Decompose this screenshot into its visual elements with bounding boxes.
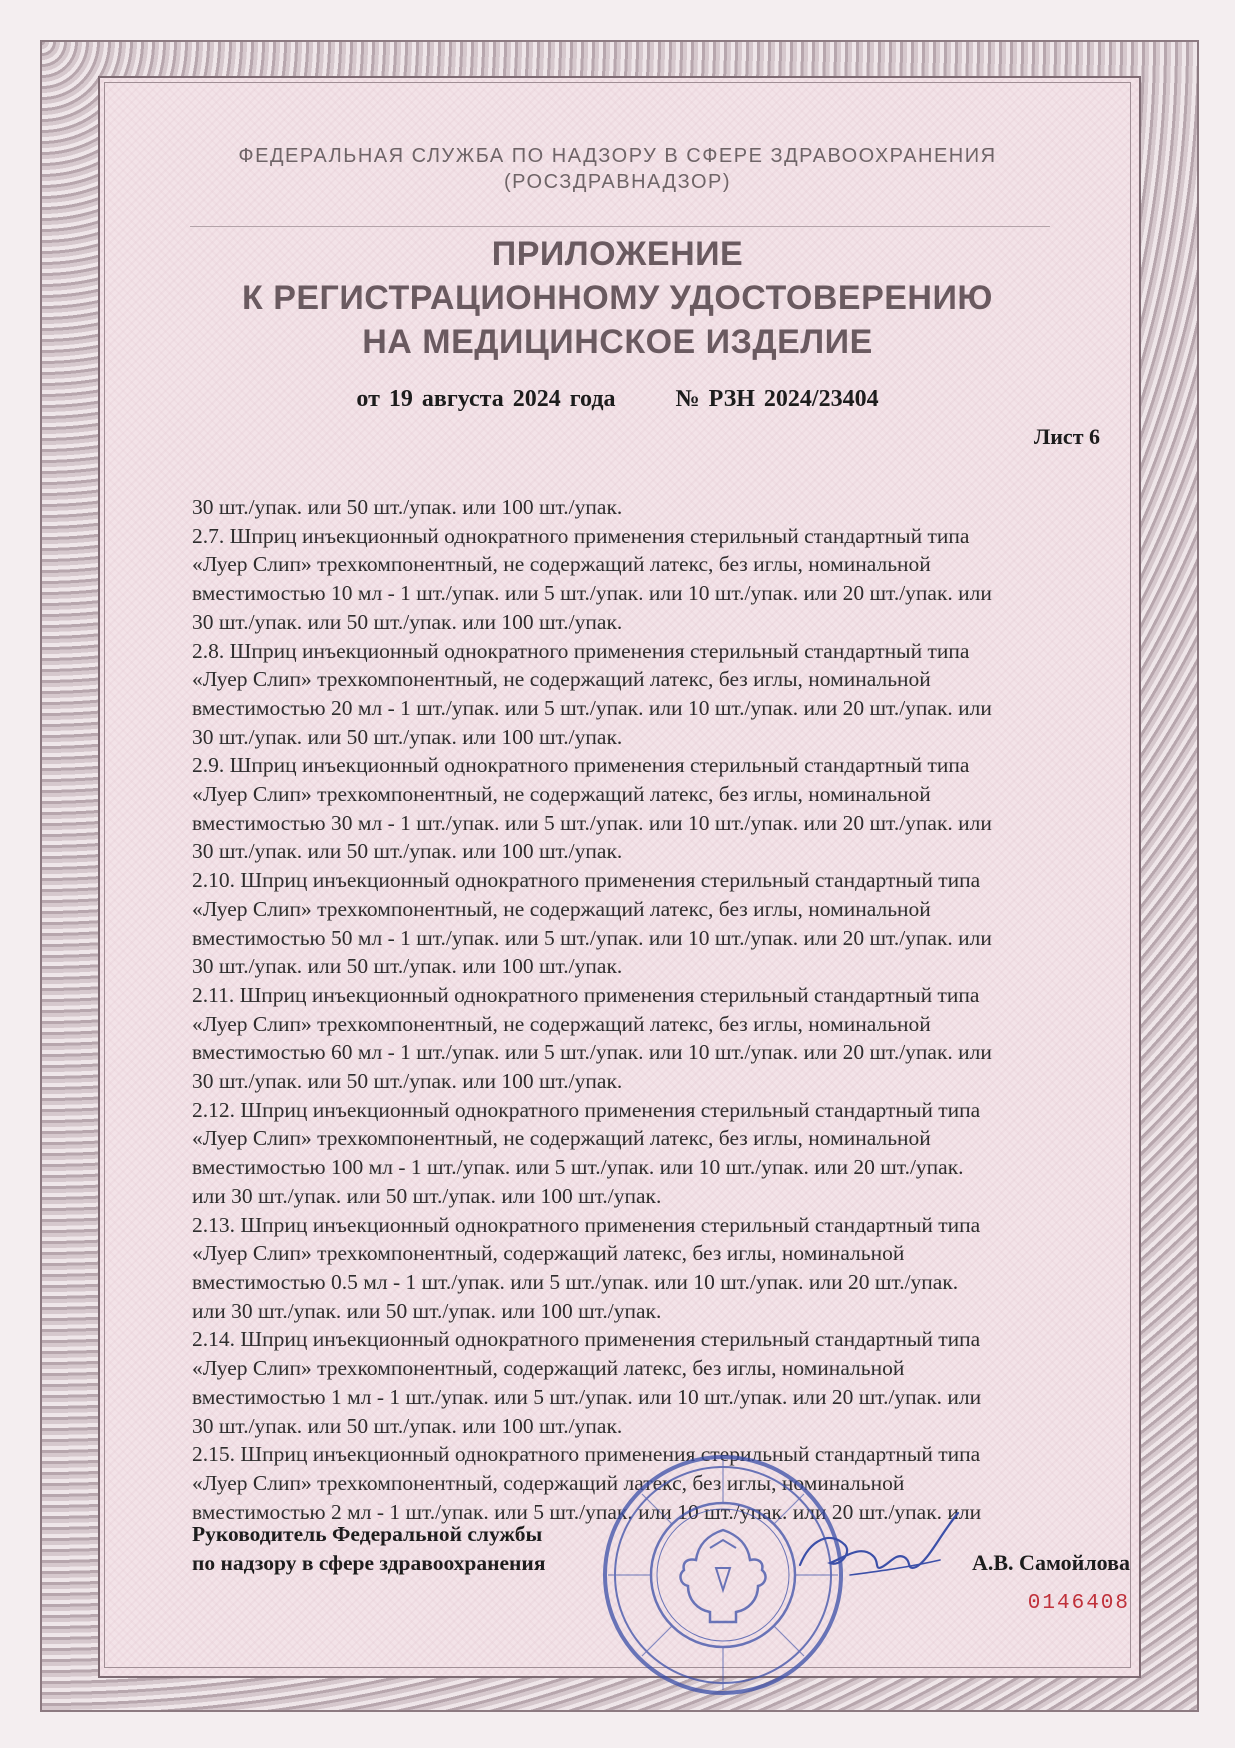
title-line-1: ПРИЛОЖЕНИЕ: [491, 235, 744, 273]
body-line: 30 шт./упак. или 50 шт./упак. или 100 шт./упак.: [192, 724, 623, 749]
body-line: 2.8. Шприц инъекционный однократного применения стерильный стандартный типа: [192, 638, 970, 663]
body-line: «Луер Слип» трехкомпонентный, не содержащий латекс, без иглы, номинальной: [192, 782, 931, 807]
body-line: 2.10. Шприц инъекционный однократного применения стерильный стандартный типа: [192, 868, 981, 893]
body-line: «Луер Слип» трехкомпонентный, не содержащий латекс, без иглы, номинальной: [192, 667, 931, 692]
title-line-2: К РЕГИСТРАЦИОННОМУ УДОСТОВЕРЕНИЮ: [242, 279, 993, 317]
body-line: 2.13. Шприц инъекционный однократного применения стерильный стандартный типа: [192, 1212, 981, 1237]
body-line: или 30 шт./упак. или 50 шт./упак. или 100 шт./упак.: [192, 1298, 662, 1323]
handwritten-signature-icon: [790, 1505, 970, 1595]
body-line: 2.14. Шприц инъекционный однократного применения стерильный стандартный типа: [192, 1327, 981, 1352]
body-line: «Луер Слип» трехкомпонентный, содержащий латекс, без иглы, номинальной: [192, 1470, 905, 1495]
body-line: вместимостью 1 мл - 1 шт./упак. или 5 шт./упак. или 10 шт./упак. или 20 шт./упак. или: [192, 1384, 982, 1409]
body-line: или 30 шт./упак. или 50 шт./упак. или 100 шт./упак.: [192, 1183, 662, 1208]
body-line: 30 шт./упак. или 50 шт./упак. или 100 шт./упак.: [192, 954, 623, 979]
body-line: 2.12. Шприц инъекционный однократного применения стерильный стандартный типа: [192, 1097, 981, 1122]
agency-name: [140, 143, 1095, 195]
body-line: вместимостью 10 мл - 1 шт./упак. или 5 шт./упак. или 10 шт./упак. или 20 шт./упак. или: [192, 581, 992, 606]
signer-title-line-1: Руководитель Федеральной службы: [192, 1522, 543, 1546]
body-line: «Луер Слип» трехкомпонентный, содержащий латекс, без иглы, номинальной: [192, 1241, 905, 1266]
body-line: вместимостью 2 мл - 1 шт./упак. или 5 шт./упак. или 10 шт./упак. или 20 шт./упак. или: [192, 1499, 982, 1524]
agency-line-2: (РОСЗДРАВНАДЗОР): [503, 171, 732, 193]
body-line: вместимостью 60 мл - 1 шт./упак. или 5 шт./упак. или 10 шт./упак. или 20 шт./упак. или: [192, 1040, 992, 1065]
serial-number: 0146408: [1027, 1592, 1130, 1615]
body-line: 2.7. Шприц инъекционный однократного применения стерильный стандартный типа: [192, 523, 970, 548]
body-line: «Луер Слип» трехкомпонентный, содержащий латекс, без иглы, номинальной: [192, 1356, 905, 1381]
document-title: [140, 232, 1095, 364]
signer-title-line-2: по надзору в сфере здравоохранения: [192, 1551, 546, 1575]
sheet-number: Лист 6: [1033, 424, 1100, 449]
body-line: вместимостью 30 мл - 1 шт./упак. или 5 шт./упак. или 10 шт./упак. или 20 шт./упак. или: [192, 810, 992, 835]
issue-date: от 19 августа 2024 года: [356, 386, 616, 412]
date-number-line: [140, 386, 1095, 413]
body-line: 30 шт./упак. или 50 шт./упак. или 100 шт./упак.: [192, 609, 623, 634]
body-line: «Луер Слип» трехкомпонентный, не содержащий латекс, без иглы, номинальной: [192, 552, 931, 577]
registration-number: № РЗН 2024/23404: [675, 386, 879, 412]
body-line: 30 шт./упак. или 50 шт./упак. или 100 шт./упак.: [192, 839, 623, 864]
body-line: вместимостью 50 мл - 1 шт./упак. или 5 шт./упак. или 10 шт./упак. или 20 шт./упак. или: [192, 925, 992, 950]
body-line: 30 шт./упак. или 50 шт./упак. или 100 шт./упак.: [192, 1413, 623, 1438]
agency-line-1: ФЕДЕРАЛЬНАЯ СЛУЖБА ПО НАДЗОРУ В СФЕРЕ ЗДРАВООХРАНЕНИЯ: [238, 145, 997, 167]
body-line: вместимостью 100 мл - 1 шт./упак. или 5 шт./упак. или 10 шт./упак. или 20 шт./упак.: [192, 1155, 964, 1180]
body-line: «Луер Слип» трехкомпонентный, не содержащий латекс, без иглы, номинальной: [192, 896, 931, 921]
body-line: вместимостью 20 мл - 1 шт./упак. или 5 шт./упак. или 10 шт./упак. или 20 шт./упак. или: [192, 695, 992, 720]
body-line: 30 шт./упак. или 50 шт./упак. или 100 шт./упак.: [192, 1069, 623, 1094]
body-line: «Луер Слип» трехкомпонентный, не содержащий латекс, без иглы, номинальной: [192, 1126, 931, 1151]
signer-name: А.В. Самойлова: [972, 1550, 1130, 1575]
body-line: 2.9. Шприц инъекционный однократного применения стерильный стандартный типа: [192, 753, 970, 778]
title-line-3: НА МЕДИЦИНСКОЕ ИЗДЕЛИЕ: [362, 323, 873, 361]
body-line: 2.15. Шприц инъекционный однократного применения стерильный стандартный типа: [192, 1442, 981, 1467]
body-line: 2.11. Шприц инъекционный однократного применения стерильный стандартный типа: [192, 982, 980, 1007]
header-divider: [190, 226, 1050, 227]
body-line: «Луер Слип» трехкомпонентный, не содержащий латекс, без иглы, номинальной: [192, 1011, 931, 1036]
body-line: 30 шт./упак. или 50 шт./упак. или 100 шт./упак.: [192, 495, 623, 519]
body-line: вместимостью 0.5 мл - 1 шт./упак. или 5 шт./упак. или 10 шт./упак. или 20 шт./упак.: [192, 1269, 959, 1294]
body-text: [192, 493, 1122, 1526]
